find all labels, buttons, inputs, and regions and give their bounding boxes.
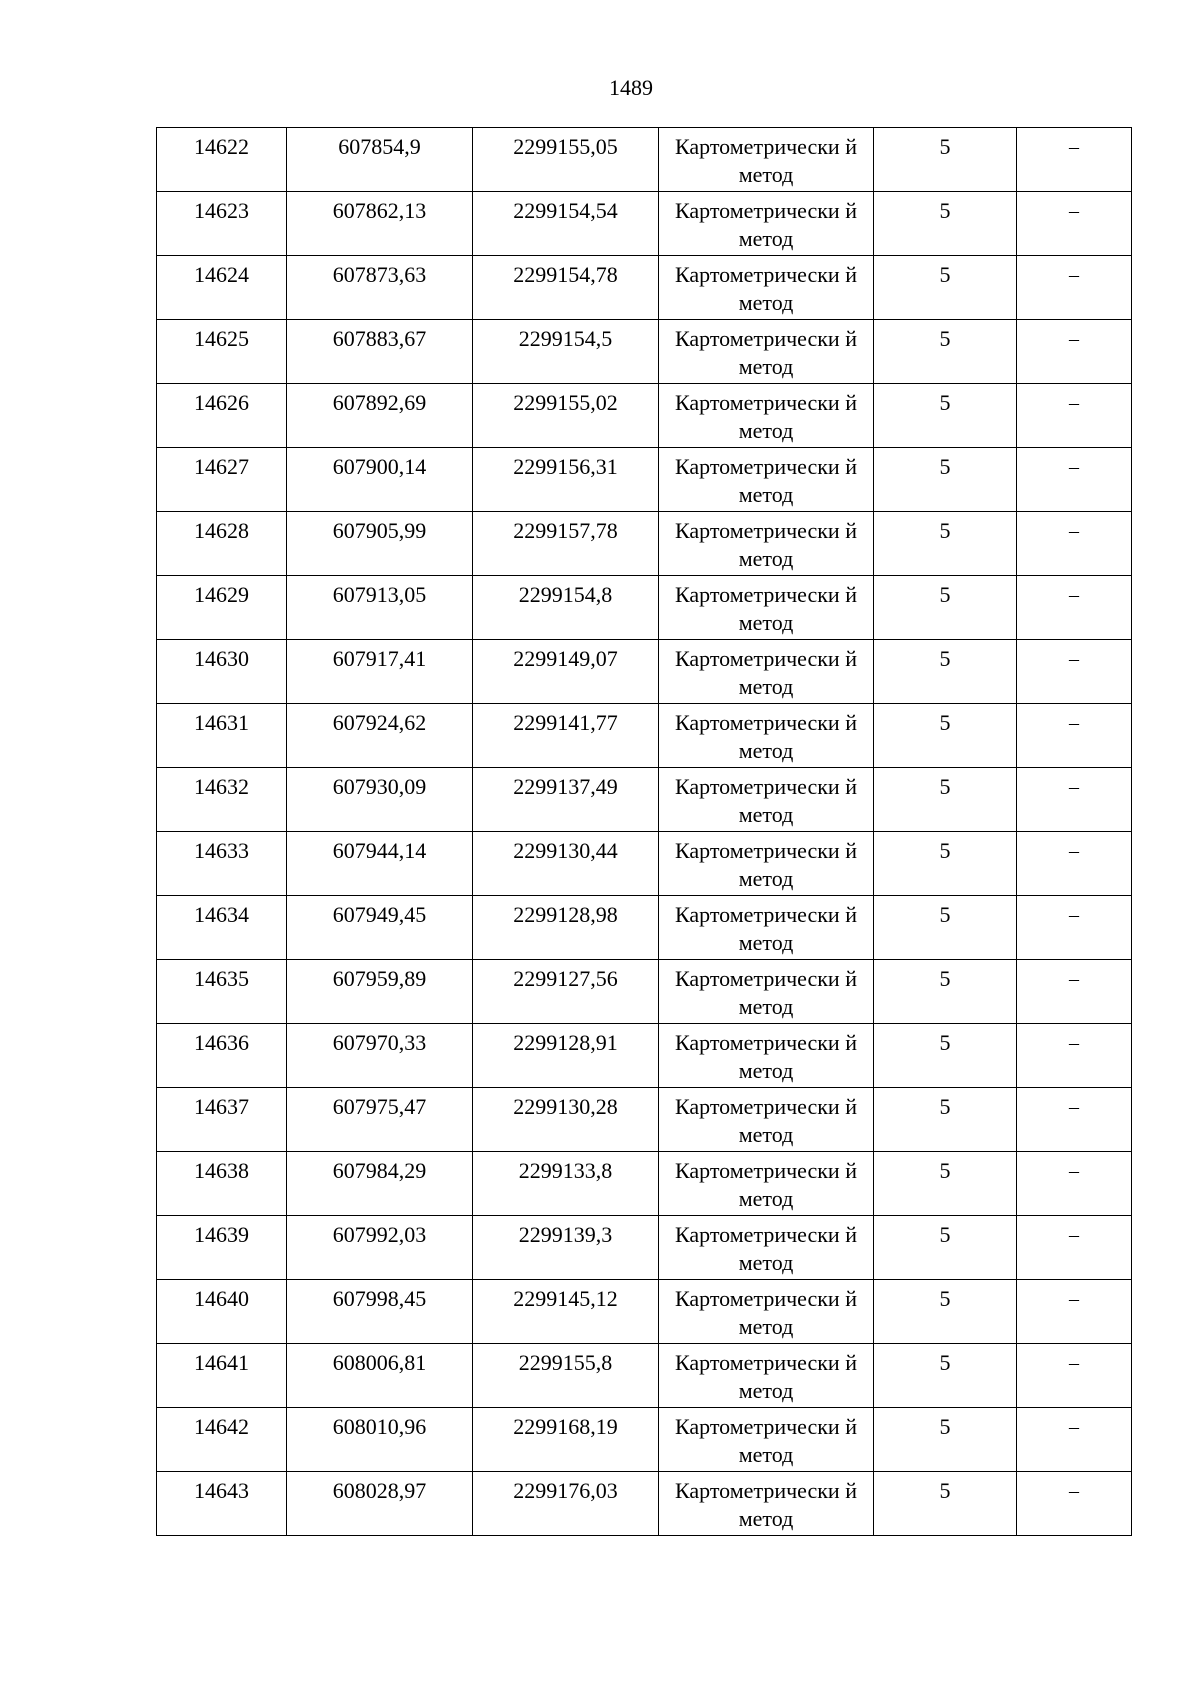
y-coordinate-cell: 2299154,54 (473, 192, 659, 256)
point-number-cell: 14635 (157, 960, 287, 1024)
note-cell: – (1017, 704, 1132, 768)
note-cell: – (1017, 960, 1132, 1024)
x-coordinate-cell: 607984,29 (287, 1152, 473, 1216)
table-row (157, 832, 1132, 896)
table-row (157, 960, 1132, 1024)
table-body (157, 128, 1132, 1536)
table-row (157, 128, 1132, 192)
point-number-cell: 14626 (157, 384, 287, 448)
table-row (157, 1152, 1132, 1216)
note-cell: – (1017, 640, 1132, 704)
note-cell: – (1017, 576, 1132, 640)
method-cell: Картометрически й метод (659, 1216, 874, 1280)
method-cell: Картометрически й метод (659, 512, 874, 576)
note-cell: – (1017, 768, 1132, 832)
x-coordinate-cell: 607930,09 (287, 768, 473, 832)
y-coordinate-cell: 2299156,31 (473, 448, 659, 512)
table-row (157, 768, 1132, 832)
y-coordinate-cell: 2299145,12 (473, 1280, 659, 1344)
note-cell: – (1017, 192, 1132, 256)
accuracy-cell: 5 (874, 1024, 1017, 1088)
accuracy-cell: 5 (874, 1344, 1017, 1408)
x-coordinate-cell: 607892,69 (287, 384, 473, 448)
method-cell: Картометрически й метод (659, 1024, 874, 1088)
y-coordinate-cell: 2299130,44 (473, 832, 659, 896)
method-cell: Картометрически й метод (659, 768, 874, 832)
y-coordinate-cell: 2299128,91 (473, 1024, 659, 1088)
method-cell: Картометрически й метод (659, 256, 874, 320)
method-cell: Картометрически й метод (659, 192, 874, 256)
method-cell: Картометрически й метод (659, 128, 874, 192)
x-coordinate-cell: 607975,47 (287, 1088, 473, 1152)
coordinates-table (156, 127, 1132, 1536)
note-cell: – (1017, 1216, 1132, 1280)
table-row (157, 896, 1132, 960)
accuracy-cell: 5 (874, 1152, 1017, 1216)
table-row (157, 576, 1132, 640)
table-row (157, 640, 1132, 704)
y-coordinate-cell: 2299155,8 (473, 1344, 659, 1408)
point-number-cell: 14642 (157, 1408, 287, 1472)
y-coordinate-cell: 2299130,28 (473, 1088, 659, 1152)
method-cell: Картометрически й метод (659, 320, 874, 384)
point-number-cell: 14628 (157, 512, 287, 576)
note-cell: – (1017, 1408, 1132, 1472)
table-row (157, 1024, 1132, 1088)
method-cell: Картометрически й метод (659, 576, 874, 640)
accuracy-cell: 5 (874, 448, 1017, 512)
method-cell: Картометрически й метод (659, 1344, 874, 1408)
table-row (157, 384, 1132, 448)
x-coordinate-cell: 607944,14 (287, 832, 473, 896)
accuracy-cell: 5 (874, 128, 1017, 192)
method-cell: Картометрически й метод (659, 896, 874, 960)
x-coordinate-cell: 608006,81 (287, 1344, 473, 1408)
accuracy-cell: 5 (874, 768, 1017, 832)
table-row (157, 448, 1132, 512)
x-coordinate-cell: 607924,62 (287, 704, 473, 768)
accuracy-cell: 5 (874, 1472, 1017, 1536)
accuracy-cell: 5 (874, 896, 1017, 960)
y-coordinate-cell: 2299154,5 (473, 320, 659, 384)
point-number-cell: 14638 (157, 1152, 287, 1216)
x-coordinate-cell: 607970,33 (287, 1024, 473, 1088)
note-cell: – (1017, 128, 1132, 192)
note-cell: – (1017, 1344, 1132, 1408)
point-number-cell: 14637 (157, 1088, 287, 1152)
y-coordinate-cell: 2299137,49 (473, 768, 659, 832)
y-coordinate-cell: 2299176,03 (473, 1472, 659, 1536)
x-coordinate-cell: 607900,14 (287, 448, 473, 512)
point-number-cell: 14632 (157, 768, 287, 832)
note-cell: – (1017, 1472, 1132, 1536)
note-cell: – (1017, 1024, 1132, 1088)
x-coordinate-cell: 607959,89 (287, 960, 473, 1024)
y-coordinate-cell: 2299157,78 (473, 512, 659, 576)
accuracy-cell: 5 (874, 1088, 1017, 1152)
table-row (157, 704, 1132, 768)
note-cell: – (1017, 320, 1132, 384)
accuracy-cell: 5 (874, 960, 1017, 1024)
point-number-cell: 14639 (157, 1216, 287, 1280)
accuracy-cell: 5 (874, 1216, 1017, 1280)
point-number-cell: 14624 (157, 256, 287, 320)
x-coordinate-cell: 608010,96 (287, 1408, 473, 1472)
point-number-cell: 14640 (157, 1280, 287, 1344)
table-row (157, 1216, 1132, 1280)
table-row (157, 320, 1132, 384)
note-cell: – (1017, 1088, 1132, 1152)
x-coordinate-cell: 607917,41 (287, 640, 473, 704)
y-coordinate-cell: 2299155,02 (473, 384, 659, 448)
point-number-cell: 14625 (157, 320, 287, 384)
x-coordinate-cell: 607905,99 (287, 512, 473, 576)
method-cell: Картометрически й метод (659, 640, 874, 704)
point-number-cell: 14622 (157, 128, 287, 192)
accuracy-cell: 5 (874, 512, 1017, 576)
point-number-cell: 14627 (157, 448, 287, 512)
table-row (157, 512, 1132, 576)
method-cell: Картометрически й метод (659, 704, 874, 768)
method-cell: Картометрически й метод (659, 832, 874, 896)
point-number-cell: 14629 (157, 576, 287, 640)
method-cell: Картометрически й метод (659, 960, 874, 1024)
y-coordinate-cell: 2299154,78 (473, 256, 659, 320)
x-coordinate-cell: 607873,63 (287, 256, 473, 320)
accuracy-cell: 5 (874, 704, 1017, 768)
table-row (157, 192, 1132, 256)
table-row (157, 1472, 1132, 1536)
point-number-cell: 14636 (157, 1024, 287, 1088)
x-coordinate-cell: 607883,67 (287, 320, 473, 384)
page-number: 1489 (609, 75, 653, 100)
x-coordinate-cell: 607913,05 (287, 576, 473, 640)
x-coordinate-cell: 607854,9 (287, 128, 473, 192)
y-coordinate-cell: 2299127,56 (473, 960, 659, 1024)
point-number-cell: 14623 (157, 192, 287, 256)
y-coordinate-cell: 2299139,3 (473, 1216, 659, 1280)
y-coordinate-cell: 2299141,77 (473, 704, 659, 768)
method-cell: Картометрически й метод (659, 1088, 874, 1152)
method-cell: Картометрически й метод (659, 384, 874, 448)
table-row (157, 1088, 1132, 1152)
point-number-cell: 14634 (157, 896, 287, 960)
note-cell: – (1017, 448, 1132, 512)
point-number-cell: 14641 (157, 1344, 287, 1408)
note-cell: – (1017, 384, 1132, 448)
table-row (157, 1344, 1132, 1408)
y-coordinate-cell: 2299149,07 (473, 640, 659, 704)
y-coordinate-cell: 2299128,98 (473, 896, 659, 960)
accuracy-cell: 5 (874, 832, 1017, 896)
note-cell: – (1017, 1280, 1132, 1344)
accuracy-cell: 5 (874, 640, 1017, 704)
point-number-cell: 14630 (157, 640, 287, 704)
table-row (157, 256, 1132, 320)
note-cell: – (1017, 1152, 1132, 1216)
accuracy-cell: 5 (874, 384, 1017, 448)
x-coordinate-cell: 607992,03 (287, 1216, 473, 1280)
method-cell: Картометрически й метод (659, 448, 874, 512)
point-number-cell: 14643 (157, 1472, 287, 1536)
accuracy-cell: 5 (874, 256, 1017, 320)
accuracy-cell: 5 (874, 1280, 1017, 1344)
table-row (157, 1408, 1132, 1472)
method-cell: Картометрически й метод (659, 1152, 874, 1216)
y-coordinate-cell: 2299168,19 (473, 1408, 659, 1472)
x-coordinate-cell: 607862,13 (287, 192, 473, 256)
method-cell: Картометрически й метод (659, 1280, 874, 1344)
note-cell: – (1017, 512, 1132, 576)
note-cell: – (1017, 832, 1132, 896)
accuracy-cell: 5 (874, 320, 1017, 384)
table-row (157, 1280, 1132, 1344)
method-cell: Картометрически й метод (659, 1408, 874, 1472)
point-number-cell: 14631 (157, 704, 287, 768)
point-number-cell: 14633 (157, 832, 287, 896)
method-cell: Картометрически й метод (659, 1472, 874, 1536)
accuracy-cell: 5 (874, 192, 1017, 256)
y-coordinate-cell: 2299155,05 (473, 128, 659, 192)
accuracy-cell: 5 (874, 1408, 1017, 1472)
y-coordinate-cell: 2299133,8 (473, 1152, 659, 1216)
note-cell: – (1017, 896, 1132, 960)
x-coordinate-cell: 608028,97 (287, 1472, 473, 1536)
x-coordinate-cell: 607949,45 (287, 896, 473, 960)
y-coordinate-cell: 2299154,8 (473, 576, 659, 640)
note-cell: – (1017, 256, 1132, 320)
accuracy-cell: 5 (874, 576, 1017, 640)
x-coordinate-cell: 607998,45 (287, 1280, 473, 1344)
